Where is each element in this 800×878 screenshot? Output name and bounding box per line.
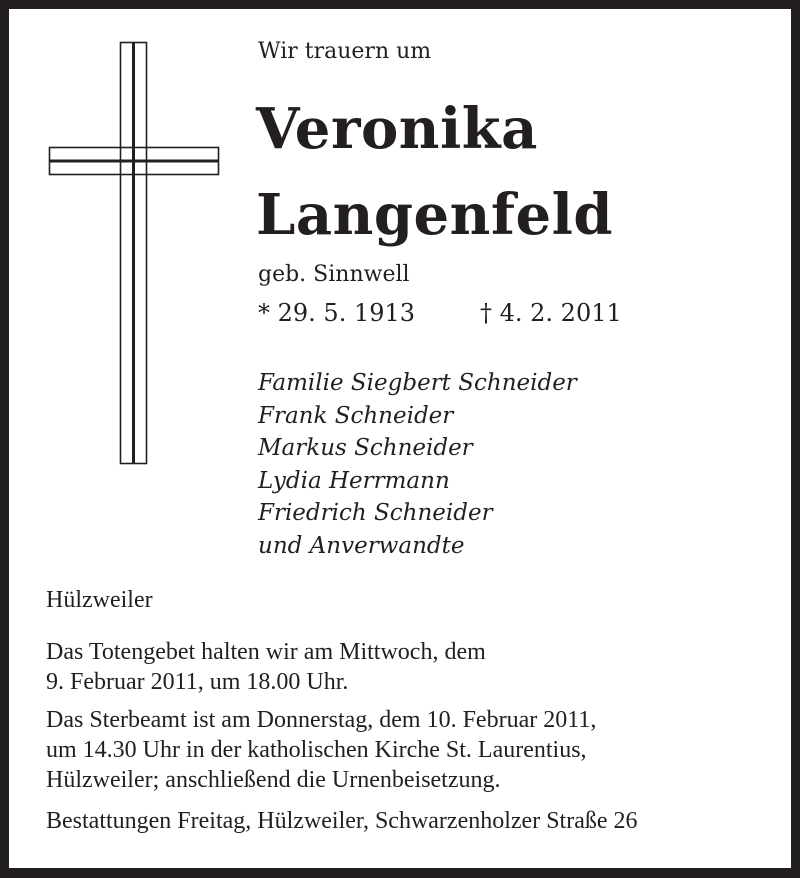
obituary-notice (9, 9, 791, 868)
text-line: um 14.30 Uhr in der katholischen Kirche St. Laurentius, (46, 737, 587, 763)
text-line: Das Totengebet halten wir am Mittwoch, dem (46, 639, 486, 665)
place-name: Hülzweiler (46, 587, 153, 613)
maiden-name: geb. Sinnwell (258, 262, 410, 287)
text-line: Hülzweiler; anschließend die Urnenbeisetzung. (46, 767, 501, 793)
mourner: Markus Schneider (258, 435, 473, 461)
deceased-first-name: Veronika (256, 96, 538, 162)
mourner: Frank Schneider (258, 402, 454, 429)
mourner: Familie Siegbert Schneider (258, 370, 577, 396)
text-line: 9. Februar 2011, um 18.00 Uhr. (46, 669, 349, 695)
funeral-home: Bestattungen Freitag, Hülzweiler, Schwarzenholzer Straße 26 (46, 808, 638, 834)
intro-text: Wir trauern um (258, 39, 432, 64)
mourner: und Anverwandte (258, 532, 465, 559)
mourner: Lydia Herrmann (258, 467, 450, 494)
text-line: Das Sterbeamt ist am Donnerstag, dem 10. Februar 2011, (46, 707, 597, 733)
requiem-announcement (46, 705, 596, 795)
cross-icon (9, 9, 239, 479)
birth-date: * 29. 5. 1913 (258, 299, 416, 327)
mourners-list (258, 367, 577, 562)
life-dates (258, 299, 622, 327)
deceased-last-name: Langenfeld (256, 182, 614, 248)
mourner: Friedrich Schneider (258, 500, 493, 526)
prayer-announcement (46, 637, 486, 697)
death-date: † 4. 2. 2011 (480, 299, 622, 327)
